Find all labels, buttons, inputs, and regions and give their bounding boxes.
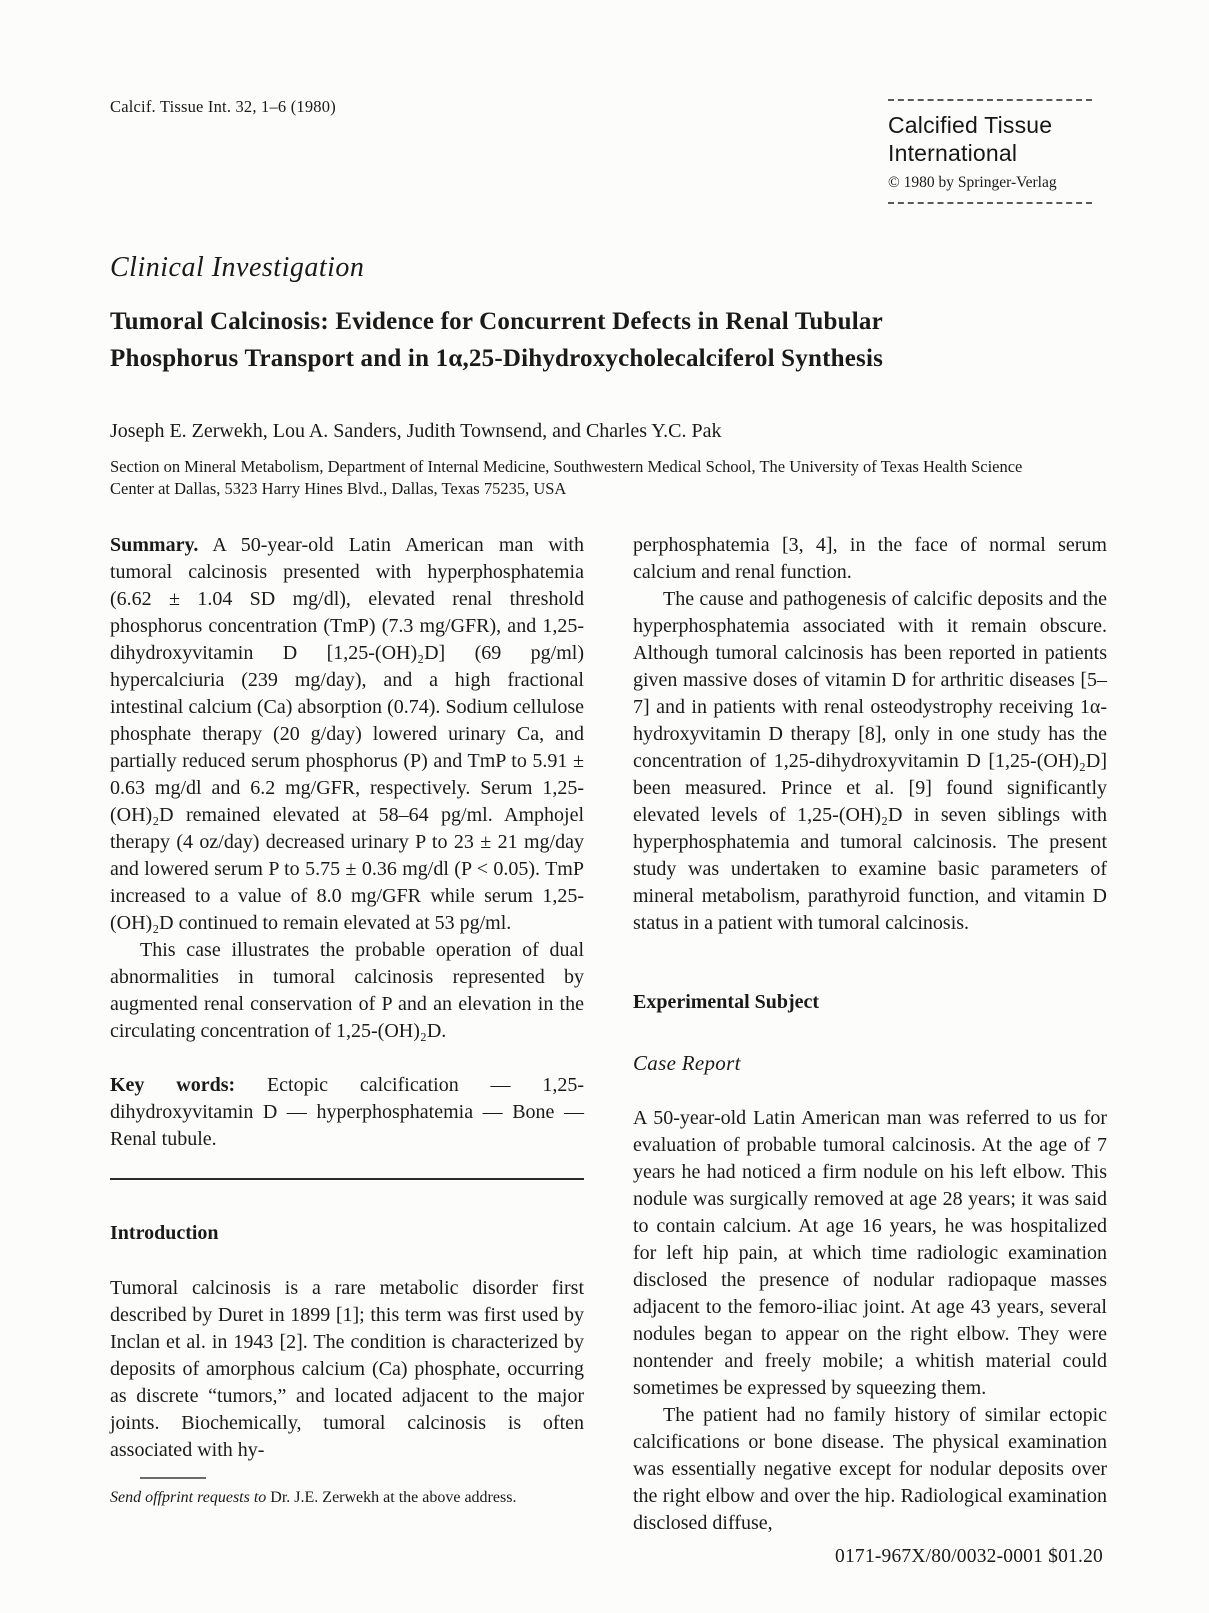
keywords-text: Ectopic calcification — 1,25-dihydroxyvitamin D — hyperphosphatemia — Bone — Renal tubule. — [110, 1074, 584, 1150]
summary-label: Summary. — [110, 534, 199, 556]
journal-masthead — [888, 99, 1092, 204]
case-report-paragraph: A 50-year-old Latin American man was referred to us for evaluation of probable tumoral calcinosis. At the age of 7 years he had noticed a firm nodule on his left elbow. This nodule was surgically removed at age 28 years; it was said to contain calcium. At age 16 years, he was hospitalized for left hip pain, at which time radiologic examination disclosed the presence of nodular radiopaque masses adjacent to the femoro-iliac joint. At age 43 years, several nodules began to appear on the right elbow. They were nontender and freely mobile; a whitish material could sometimes be expressed by squeezing them. — [633, 1107, 1107, 1399]
article-affiliation: Section on Mineral Metabolism, Department of Internal Medicine, Southwestern Medical School, The University of Texas Health Science Center at Dallas, 5323 Harry Hines Blvd., Dallas, Texas 75235, USA — [110, 457, 1023, 498]
copyright-line: © 1980 by Springer-Verlag — [888, 174, 1057, 191]
footnote-rule — [140, 1477, 206, 1479]
introduction-paragraph: Tumoral calcinosis is a rare metabolic disorder first described by Duret in 1899 [1]; this term was first used by Inclan et al. in 1943 [2]. The condition is characterized by deposits of amorphous calcium (Ca) phosphate, occurring as discrete “tumors,” and located adjacent to the major joints. Biochemically, tumoral calcinosis is often associated with hy- — [110, 1277, 584, 1461]
two-column-body — [110, 532, 1107, 1537]
summary-paragraph — [110, 532, 584, 937]
journal-name-line2: International — [888, 140, 1018, 166]
journal-citation: Calcif. Tissue Int. 32, 1–6 (1980) — [110, 97, 336, 116]
issn-price-code: 0171-967X/80/0032-0001 $01.20 — [835, 1546, 1103, 1567]
offprint-footnote — [110, 1477, 584, 1508]
masthead-bottom-rule — [888, 202, 1092, 204]
keywords-label: Key words: — [110, 1074, 236, 1096]
right-column — [633, 532, 1107, 1537]
journal-name — [888, 111, 1092, 167]
introduction-heading: Introduction — [110, 1222, 219, 1244]
article-category: Clinical Investigation — [110, 252, 365, 283]
experimental-subject-heading: Experimental Subject — [633, 991, 820, 1013]
section-divider-rule — [110, 1178, 584, 1180]
footnote-lead: Send offprint requests to — [110, 1489, 267, 1506]
case-report-heading: Case Report — [633, 1051, 741, 1075]
masthead-top-rule — [888, 99, 1092, 101]
left-column — [110, 532, 584, 1537]
keywords-paragraph — [110, 1072, 584, 1153]
summary-text: A 50-year-old Latin American man with tumoral calcinosis presented with hyperphosphatemia (6.62 ± 1.04 SD mg/dl), elevated renal threshold phosphorus concentration (TmP) (7.3 mg/GFR), and 1,25-dihydroxyvitamin D [1,25-(OH)₂D] (69 pg/ml) hypercalciuria (239 mg/day), and a high fractional intestinal calcium (Ca) absorption (0.74). Sodium cellulose phosphate therapy (20 g/day) lowered urinary Ca, and partially reduced serum phosphorus (P) and TmP to 5.91 ± 0.63 mg/dl and 6.2 mg/GFR, respectively. Serum 1,25-(OH)₂D remained elevated at 58–64 pg/ml. Amphojel therapy (4 oz/day) decreased urinary P to 23 ± 21 mg/day and lowered serum P to 5.75 ± 0.36 mg/dl (P < 0.05). TmP increased to a value of 8.0 mg/GFR while serum 1,25-(OH)₂D continued to remain elevated at 53 pg/ml. — [110, 534, 584, 934]
continuation-paragraph: perphosphatemia [3, 4], in the face of normal serum calcium and renal function. — [633, 534, 1107, 583]
footnote-text — [110, 1487, 584, 1508]
journal-name-line1: Calcified Tissue — [888, 112, 1053, 138]
article-title: Tumoral Calcinosis: Evidence for Concurrent Defects in Renal Tubular Phosphorus Transport and in 1α,25-Dihydroxycholecalciferol Synthesis — [110, 308, 884, 372]
pathogenesis-paragraph: The cause and pathogenesis of calcific deposits and the hyperphosphatemia associated with it remain obscure. Although tumoral calcinosis has been reported in patients given massive doses of vitamin D for arthritic diseases [5–7] and in patients with renal osteodystrophy receiving 1α-hydroxyvitamin D therapy [8], only in one study has the concentration of 1,25-dihydroxyvitamin D [1,25-(OH)₂D] been measured. Prince et al. [9] found significantly elevated levels of 1,25-(OH)₂D in seven siblings with hyperphosphatemia and tumoral calcinosis. The present study was undertaken to examine basic parameters of mineral metabolism, parathyroid function, and vitamin D status in a patient with tumoral calcinosis. — [633, 588, 1107, 934]
case-report-paragraph-2: The patient had no family history of similar ectopic calcifications or bone disease. The physical examination was essentially negative except for nodular deposits over the right elbow and over the hip. Radiological examination disclosed diffuse, — [633, 1404, 1107, 1534]
summary-paragraph-2: This case illustrates the probable operation of dual abnormalities in tumoral calcinosis represented by augmented renal conservation of P and an elevation in the circulating concentration of 1,25-(OH)₂D. — [110, 939, 584, 1042]
article-authors: Joseph E. Zerwekh, Lou A. Sanders, Judith Townsend, and Charles Y.C. Pak — [110, 420, 722, 442]
footnote-rest: Dr. J.E. Zerwekh at the above address. — [266, 1489, 517, 1506]
